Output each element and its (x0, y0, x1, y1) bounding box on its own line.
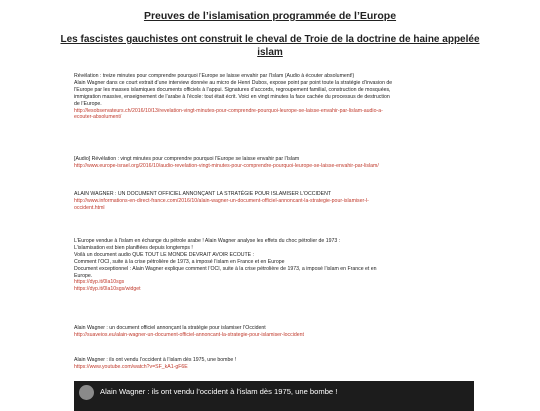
channel-avatar (79, 385, 94, 400)
text-line: ALAIN WAGNER : UN DOCUMENT OFFICIEL ANNONÇANT LA STRATÉGIE POUR ISLAMISER L’OCCIDENT (74, 191, 332, 197)
page-subtitle: Les fascistes gauchistes ont construit le cheval de Troie de la doctrine de haine appelée islam (60, 34, 480, 58)
content-block-audio (74, 156, 474, 170)
video-embed[interactable] (74, 381, 474, 411)
source-link[interactable]: http://lesobservateurs.ch/2016/10/13/revelation-vingt-minutes-pour-comprendre-pourquoi-leurope-se-laisse-envahir-par-lislam-audio-a- (74, 107, 383, 114)
text-line: Document exceptionnel : Alain Wagner explique comment l’OCI, suite à la crise pétrolière de 1973, a imposé l’islam en France et en (74, 265, 377, 272)
text-line: Comment l’OCI, suite à la crise pétrolière de 1973, a imposé l’islam en France et en Europe (74, 258, 285, 265)
text-line: l’Europe par les masses islamiques documents officiels à l’appui. Signatures d’accords, regroupement familial, construction de mosquées, (74, 86, 391, 93)
source-link[interactable]: https://dyp.it/0la10sgs (74, 279, 125, 286)
text-line: Révélation : treize minutes pour comprendre pourquoi l’Europe se laisse envahir par l’Islam (Audio à écouter absolument!) (74, 73, 355, 79)
text-line: Alain Wagner : ils ont vendu l’occident à l’islam dès 1975, une bombe ! (74, 357, 237, 363)
source-link[interactable]: occident.html (74, 204, 105, 211)
source-link[interactable]: http://www.europe-israel.org/2016/10/audio-revelation-vingt-minutes-pour-comprendre-pourquoi-leurope-se-laisse-envahir-par-lislam/ (74, 162, 379, 169)
source-link[interactable]: http://suaveios.eu/alain-wagner-un-document-officiel-annoncant-la-strategie-pour-islamiser-loccident (74, 331, 304, 338)
page-title: Preuves de l’islamisation programmée de l’Europe (143, 10, 397, 22)
content-block-revelation (74, 73, 474, 121)
content-block-official-document (74, 325, 474, 339)
source-link[interactable]: https://www.youtube.com/watch?v=SF_kA1-gF6E (74, 363, 188, 370)
text-line: [Audio] Révélation : vingt minutes pour comprendre pourquoi l’Europe se laisse envahir par l’Islam (74, 156, 300, 162)
content-block-document (74, 191, 474, 212)
text-line: Europe. (74, 272, 93, 279)
video-title[interactable]: Alain Wagner : ils ont vendu l’occident à l’islam dès 1975, une bombe ! (100, 387, 338, 396)
text-line: immigration massive, enseignement de l’arabe à l’école: tout était écrit. Voici en vingt minutes la face cachée du processus de destruction (74, 93, 390, 100)
content-block-oil-crisis (74, 238, 474, 293)
text-line: L’Europe vendue à l’islam en échange du pétrole arabe ! Alain Wagner analyse les effets du choc pétrolier de 1973 : (74, 238, 341, 244)
text-line: L’islamisation est bien planifiées depuis longtemps ! (74, 244, 193, 251)
content-block-video (74, 357, 474, 371)
text-line: Voilà un document audio QUE TOUT LE MONDE DEVRAIT AVOIR ECOUTE : (74, 251, 254, 258)
text-line: de l’Europe. (74, 100, 102, 107)
source-link[interactable]: https://dyp.it/0la10sgs/widget (74, 286, 141, 293)
text-line: Alain Wagner dans ce court extrait d’une interview donnée au micro de Henri Dubos, expose point par point toute la stratégie d’invasion de (74, 79, 393, 86)
source-link[interactable]: ecouter-absolument/ (74, 114, 122, 121)
source-link[interactable]: http://www.informations-en-direct-france.com/2016/10/alain-wagner-un-document-officiel-annoncant-la-strategie-pour-islamiser-l- (74, 197, 369, 204)
text-line: Alain Wagner : un document officiel annonçant la stratégie pour islamiser l’Occident (74, 325, 266, 331)
